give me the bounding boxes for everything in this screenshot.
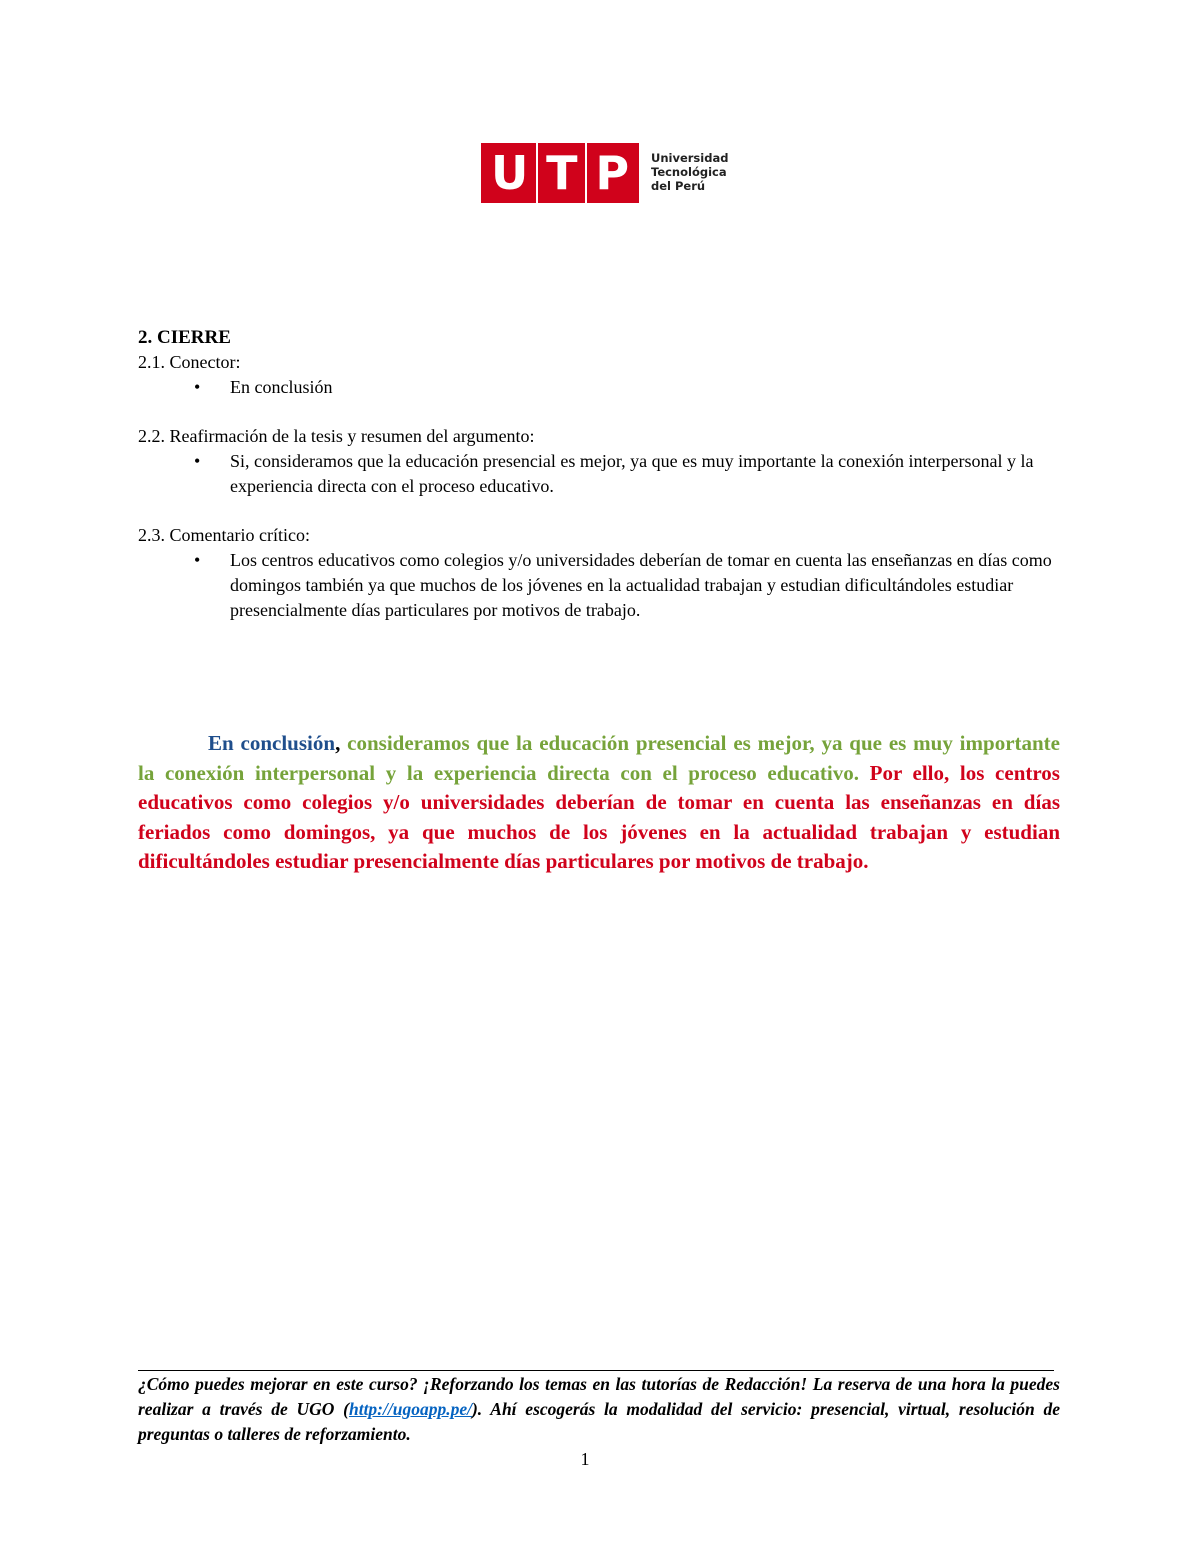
footer-divider [138, 1370, 1054, 1371]
logo-line-3: del Perú [651, 179, 706, 193]
connector-comma: , [335, 731, 341, 755]
subsection-title-thesis: 2.2. Reafirmación de la tesis y resumen del argumento: [138, 426, 535, 446]
list-item: • En conclusión [194, 375, 1068, 400]
critique-list [138, 548, 1068, 623]
conclusion-paragraph [138, 729, 1060, 877]
footer-text-before: ¿Cómo puedes mejorar en este curso? ¡Reforzando los temas en las tutorías de Redacción! La reserva de una hora la puedes realizar a través de UGO ( [138, 1374, 1060, 1419]
connector-list [138, 375, 1068, 400]
thesis-text: consideramos que la educación presencial es mejor, ya que es muy importante la conexión interpersonal y la experiencia directa con el proceso educativo. [138, 731, 1060, 785]
logo-letter-u: U [490, 146, 529, 200]
logo-line-2: Tecnológica [651, 165, 727, 179]
list-item: • Si, consideramos que la educación presencial es mejor, ya que es muy importante la conexión interpersonal y la experiencia directa con el proceso educativo. [194, 449, 1068, 499]
footer-text-after: ). Ahí escogerás la modalidad del servicio: presencial, virtual, resolución de preguntas o talleres de reforzamiento. [138, 1399, 1060, 1444]
utp-logo [481, 143, 731, 205]
logo-line-1: Universidad [651, 151, 729, 165]
outline-section [138, 325, 1068, 623]
subsection-title-connector: 2.1. Conector: [138, 352, 241, 372]
thesis-list [138, 449, 1068, 499]
critique-text: Por ello, los centros educativos como colegios y/o universidades deberían de tomar en cuenta las enseñanzas en días feriados como domingos, ya que muchos de los jóvenes en la actualidad trabajan y estudian dificultándoles estudiar presencialmente días particulares por motivos de trabajo. [138, 760, 1060, 873]
subsection-title-critique: 2.3. Comentario crítico: [138, 525, 310, 545]
list-item: • Los centros educativos como colegios y/o universidades deberían de tomar en cuenta las enseñanzas en días como domingos también ya que muchos de los jóvenes en la actualidad trabajan y estudian dificultándoles estudiar presencialmente días particulares por motivos de trabajo. [194, 548, 1068, 623]
logo-letter-p: P [595, 146, 630, 200]
connector-text: En conclusión [208, 731, 336, 755]
utp-logo-box [481, 143, 639, 203]
page-number: 1 [580, 1449, 590, 1469]
logo-divider [536, 143, 538, 203]
logo-divider [585, 143, 587, 203]
ugo-link[interactable]: http://ugoapp.pe/ [348, 1399, 472, 1419]
section-heading: 2. CIERRE [138, 327, 231, 348]
footer-note [138, 1372, 1060, 1447]
logo-letter-t: T [546, 146, 578, 200]
logo-wordmark [651, 151, 728, 193]
